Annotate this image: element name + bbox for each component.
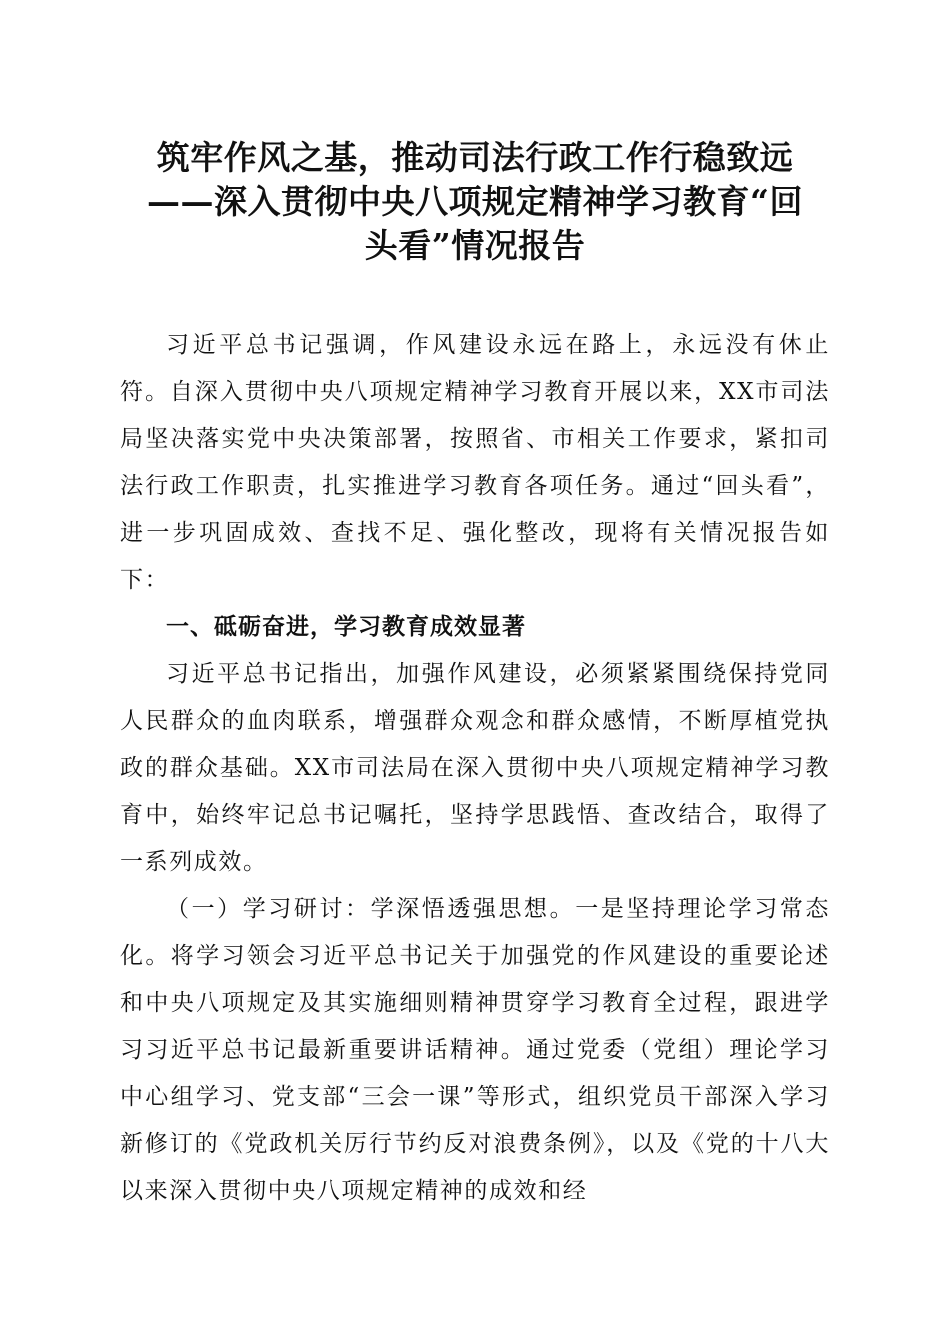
subsection-1-paragraph: （一）学习研讨：学深悟透强思想。一是坚持理论学习常态化。将学习领会习近平总书记关于加强党的作风建设的重要论述和中央八项规定及其实施细则精神贯穿学习教育全过程，跟进学习习近平总书记最新重要讲话精神。通过党委（党组）理论学习中心组学习、党支部“三会一课”等形式，组织党员干部深入学习新修订的《党政机关厉行节约反对浪费条例》，以及《党的十八大以来深入贯彻中央八项规定精神的成效和经 [120,896,830,1204]
title-line-3: 头看”情况报告 [364,226,586,265]
section-heading-1: 一、砥砺奋进，学习教育成效显著 [166,614,526,640]
section-1-paragraph: 习近平总书记指出，加强作风建设，必须紧紧围绕保持党同人民群众的血肉联系，增强群众观念和群众感情，不断厚植党执政的群众基础。XX市司法局在深入贯彻中央八项规定精神学习教育中，始终牢记总书记嘱托，坚持学思践悟、查改结合，取得了一系列成效。 [120,661,830,875]
title-line-2: ——深入贯彻中央八项规定精神学习教育“回 [147,182,803,221]
title-line-1: 筑牢作风之基，推动司法行政工作行稳致远 [156,138,794,177]
document-title [120,136,830,268]
intro-paragraph: 习近平总书记强调，作风建设永远在路上，永远没有休止符。自深入贯彻中央八项规定精神学习教育开展以来，XX市司法局坚决落实党中央决策部署，按照省、市相关工作要求，紧扣司法行政工作职责，扎实推进学习教育各项任务。通过“回头看”，进一步巩固成效、查找不足、强化整改，现将有关情况报告如下： [120,332,830,593]
document-body [120,322,830,1215]
